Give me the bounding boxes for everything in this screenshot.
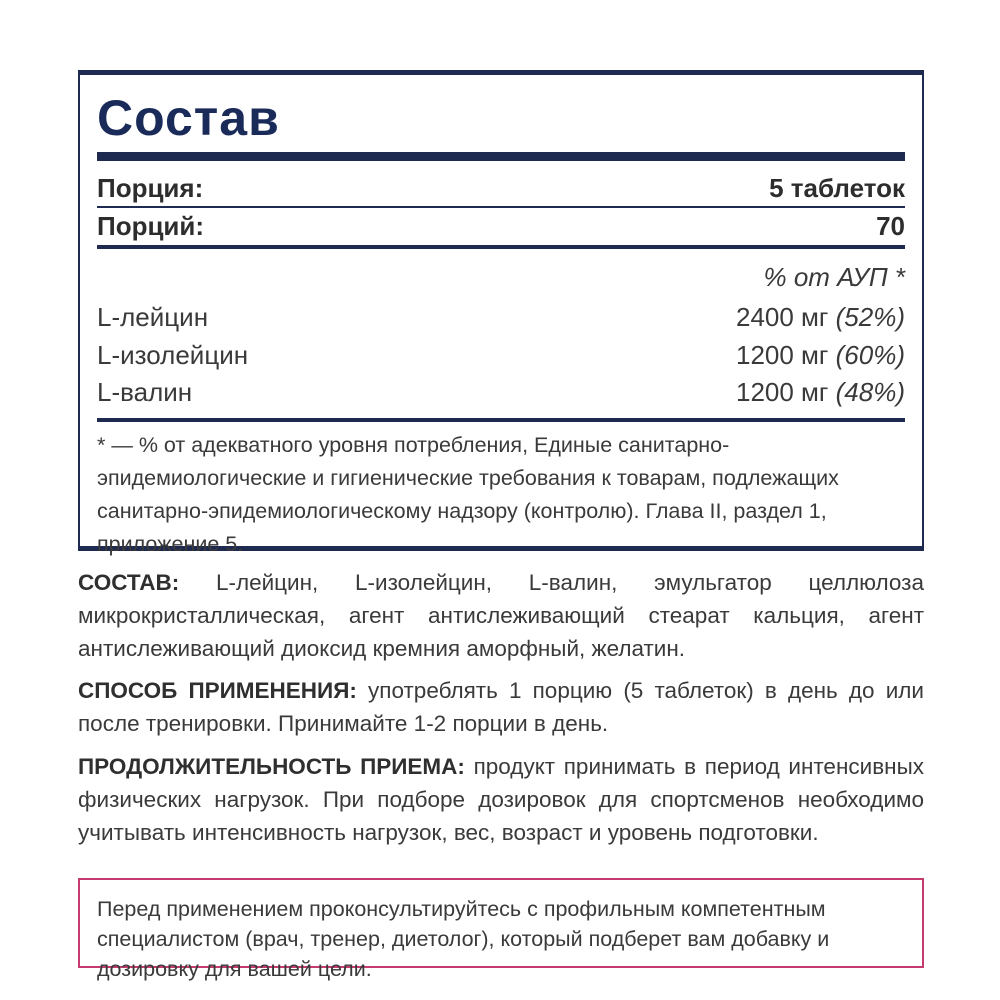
duration-label: ПРОДОЛЖИТЕЛЬНОСТЬ ПРИЕМА: <box>78 754 465 779</box>
composition-label: СОСТАВ: <box>78 570 180 595</box>
title-divider <box>97 152 905 161</box>
percent-value: (52%) <box>835 302 905 332</box>
servings-divider <box>97 245 905 249</box>
usage-paragraph <box>78 674 924 740</box>
duration-paragraph <box>78 750 924 849</box>
serving-divider <box>97 206 905 208</box>
facts-title: Состав <box>97 90 280 146</box>
serving-value: 5 таблеток <box>769 173 905 203</box>
servings-label: Порций: <box>97 211 205 241</box>
ingredient-amount <box>736 375 905 409</box>
ingredient-amount <box>736 338 905 372</box>
ingredient-row <box>97 375 905 409</box>
ingredient-row <box>97 338 905 372</box>
serving-size-row <box>97 171 905 205</box>
servings-value: 70 <box>876 211 905 241</box>
supplement-facts-panel <box>78 70 924 556</box>
usage-label: СПОСОБ ПРИМЕНЕНИЯ: <box>78 678 357 703</box>
amount-value: 1200 мг <box>735 377 829 407</box>
composition-text: L-лейцин, L-изолейцин, L-валин, эмульгатор целлюлоза микрокристаллическая, агент антислеживающий стеарат кальция, агент антислеживающий диоксид кремния аморфный, желатин. <box>78 570 924 661</box>
usage-text: употреблять 1 порцию (5 таблеток) в день до или после тренировки. Принимайте 1-2 порции в день. <box>78 678 924 736</box>
consultation-notice <box>78 878 924 981</box>
ingredient-row <box>97 300 905 334</box>
amount-value: 1200 мг <box>735 340 829 370</box>
duration-text: продукт принимать в период интенсивных физических нагрузок. При подборе дозировок для спортсменов необходимо учитывать интенсивность нагрузок, вес, возраст и уровень подготовки. <box>78 754 924 845</box>
ingredient-amount <box>736 300 905 334</box>
ingredient-name: L-валин <box>97 377 193 407</box>
percent-column-header: % от АУП * <box>763 262 905 292</box>
amount-value: 2400 мг <box>735 302 829 332</box>
percent-value: (48%) <box>835 377 905 407</box>
notice-text: Перед применением проконсультируйтесь с профильным компетентным специалистом (врач, тренер, диетолог), который подберет вам добавку и дозировку для вашей цели. <box>97 897 830 981</box>
ingredients-divider <box>97 418 905 422</box>
servings-count-row <box>97 209 905 243</box>
footnote: * — % от адекватного уровня потребления, Единые санитарно-эпидемиологические и гигиенические требования к товарам, подлежащих санитарно-эпидемиологическому надзору (контролю). Глава II, раздел 1, приложение 5. <box>97 433 839 556</box>
percent-value: (60%) <box>835 340 905 370</box>
ingredient-name: L-изолейцин <box>97 340 249 370</box>
composition-paragraph <box>78 566 924 665</box>
ingredient-name: L-лейцин <box>97 302 209 332</box>
serving-label: Порция: <box>97 173 204 203</box>
